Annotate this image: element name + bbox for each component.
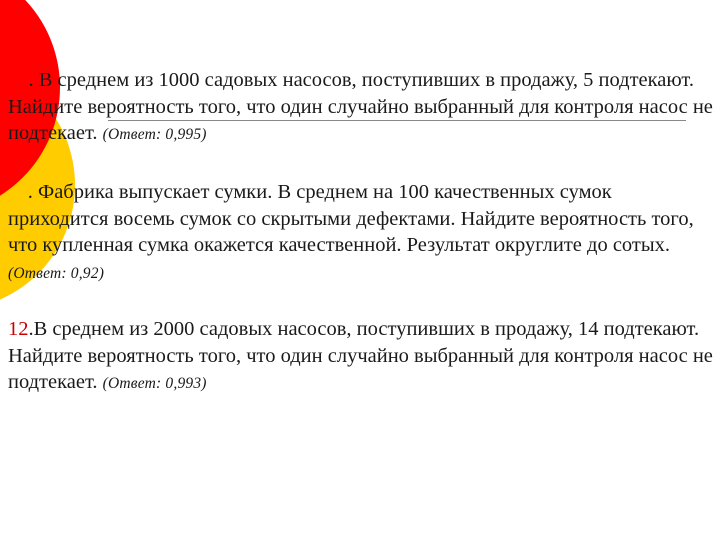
task-number (8, 181, 28, 203)
task-text: . В среднем из 1000 садовых насосов, поступивших в продажу, 5 подтекают. Найдите вероятность того, что один случайно выбранный для контроля насос не подтекает. (8, 69, 713, 144)
task-12 (8, 316, 713, 398)
task-11 (8, 179, 713, 287)
task-answer: (Ответ: 0,993) (102, 375, 207, 392)
task-10 (8, 67, 713, 149)
task-number: 12 (8, 318, 29, 340)
task-number (8, 69, 29, 91)
task-answer: (Ответ: 0,92) (8, 264, 105, 282)
task-answer: (Ответ: 0,995) (102, 126, 207, 143)
task-text: .В среднем из 2000 садовых насосов, поступивших в продажу, 14 подтекают. Найдите вероятность того, что один случайно выбранный для контроля насос не подтекает. (8, 318, 713, 393)
task-text: . Фабрика выпускает сумки. В среднем на 100 качественных сумок приходится восемь сумок со скрытыми дефектами. Найдите вероятность того, что купленная сумка окажется качественной. Результат округлите до сотых. (8, 181, 694, 256)
